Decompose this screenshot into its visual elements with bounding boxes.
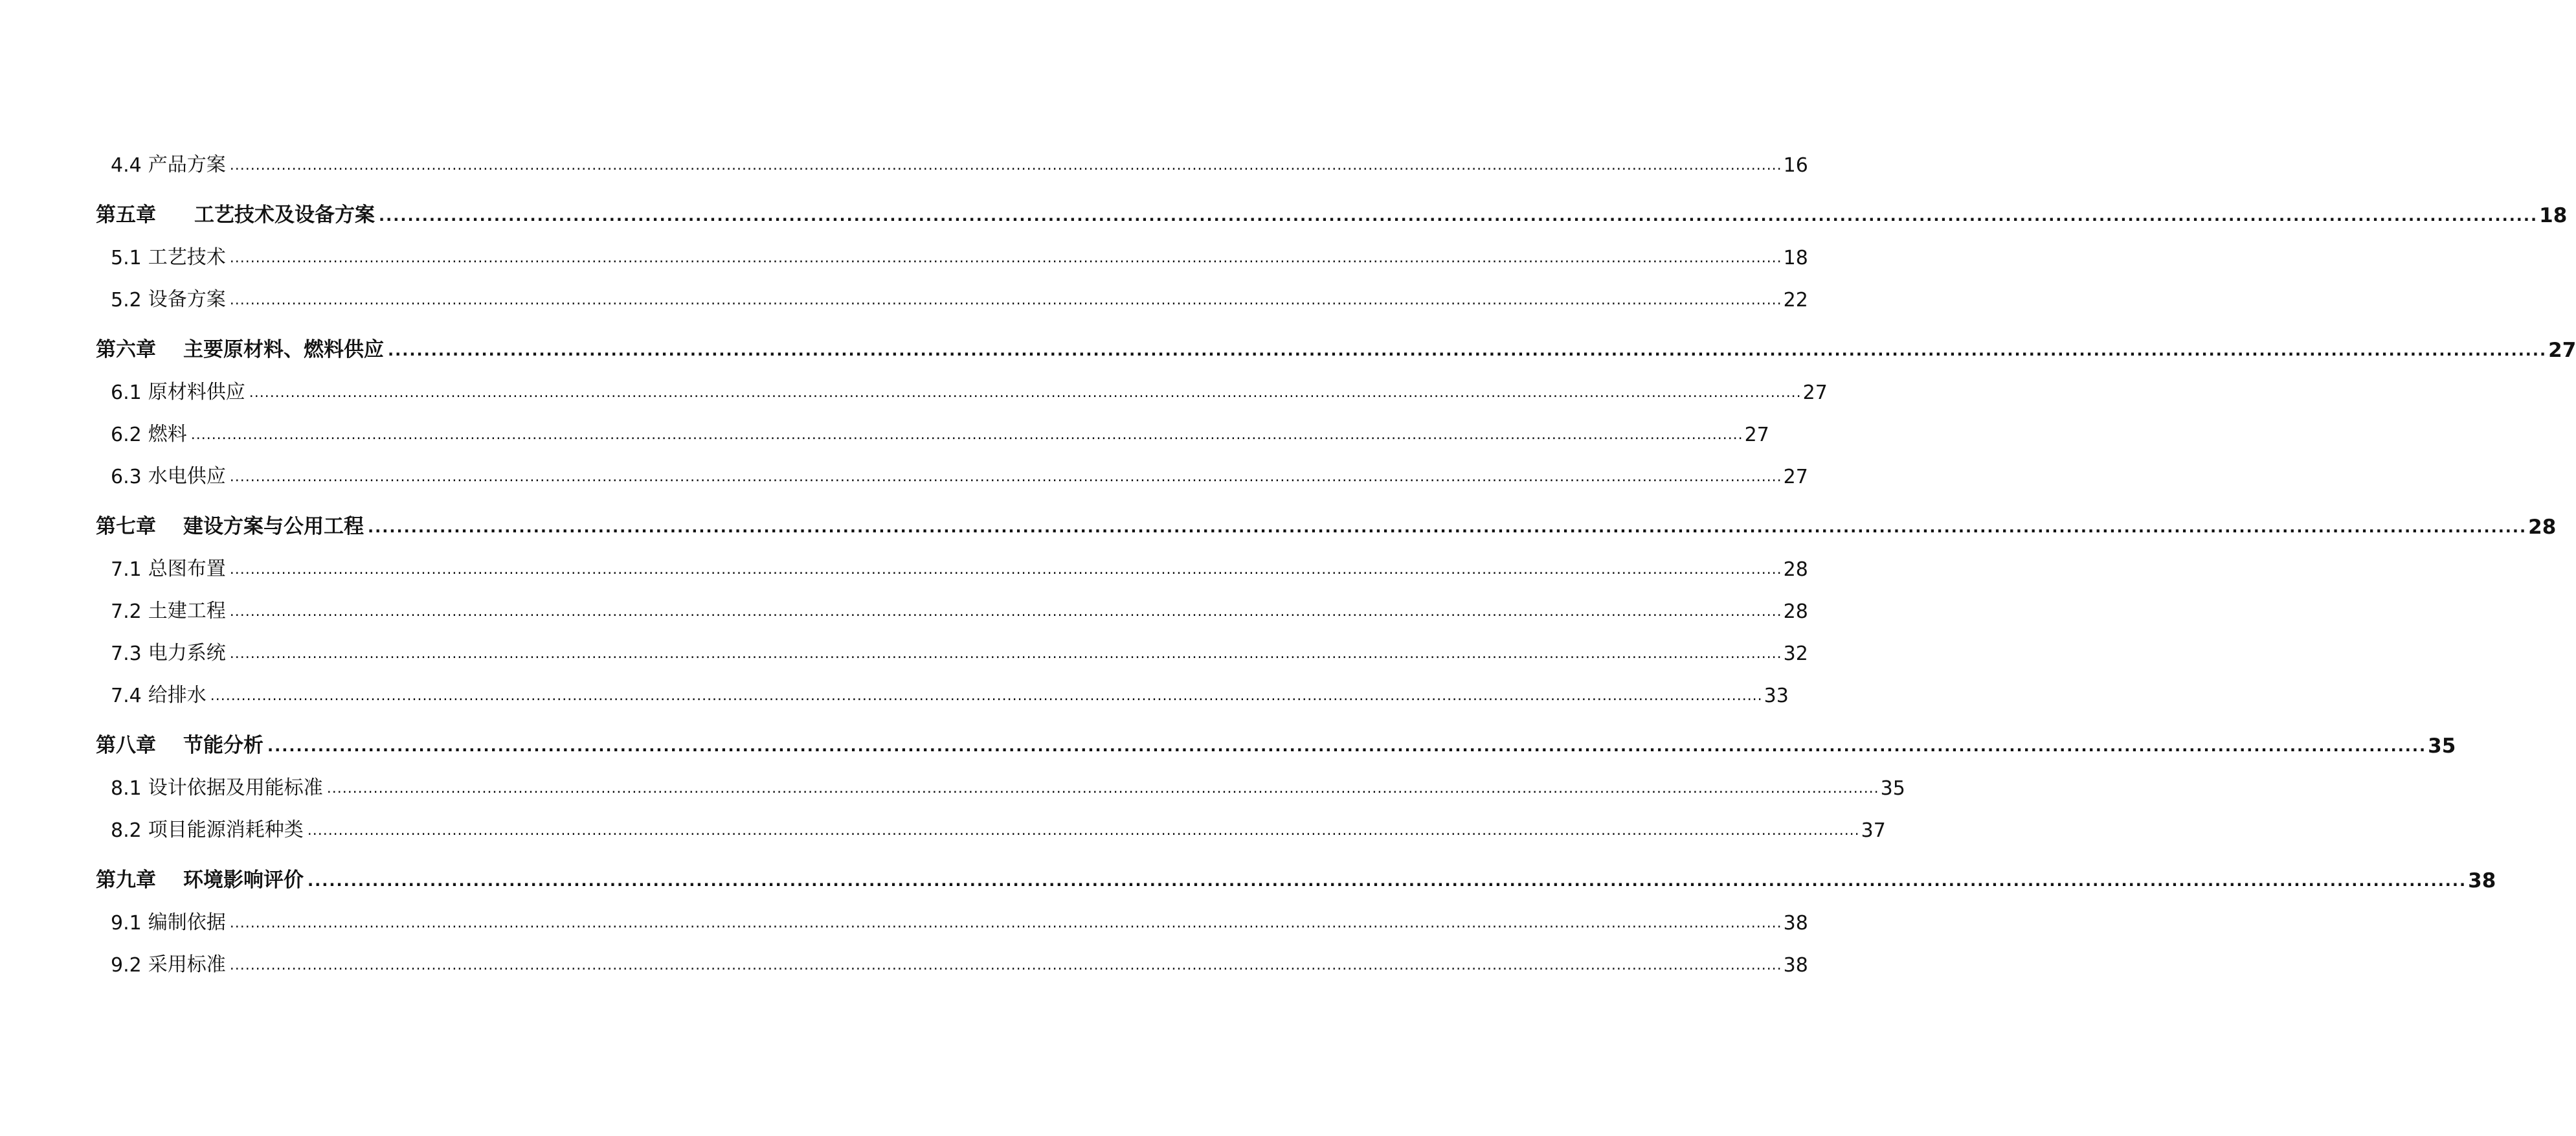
toc-chapter-number: 第五章 bbox=[96, 203, 156, 227]
toc-section-number: 6.1 bbox=[111, 381, 142, 404]
toc-entry-4-4[interactable] bbox=[96, 135, 1808, 177]
toc-dot-leader: ............................................................................................................................................................................................................................................................................................................ bbox=[190, 427, 1743, 443]
toc-chapter-number: 第九章 bbox=[96, 869, 156, 892]
toc-chapter-number: 第六章 bbox=[96, 338, 156, 361]
toc-section-title: 电力系统 bbox=[148, 642, 226, 665]
toc-section-title: 土建工程 bbox=[148, 600, 226, 622]
toc-dot-leader: ............................................................................................................................................................................................................................................................................................................ bbox=[229, 562, 1782, 578]
toc-chapter-title: 主要原材料、燃料供应 bbox=[183, 338, 384, 361]
toc-section-title: 燃料 bbox=[148, 423, 187, 446]
toc-entry-7-1[interactable] bbox=[96, 539, 1808, 581]
toc-section-number: 7.3 bbox=[111, 642, 142, 665]
toc-page-number: 32 bbox=[1783, 642, 1808, 665]
toc-page-number: 22 bbox=[1783, 289, 1808, 312]
toc-section-number: 8.1 bbox=[111, 777, 142, 800]
toc-page-number: 16 bbox=[1783, 154, 1808, 177]
toc-page-number: 27 bbox=[1744, 424, 1769, 446]
toc-section-number: 7.4 bbox=[111, 685, 142, 707]
toc-page-number: 27 bbox=[1783, 466, 1808, 488]
toc-dot-leader: ............................................................................................................................................................................................................................................................................................................ bbox=[229, 250, 1782, 266]
toc-entry-6-2[interactable] bbox=[96, 404, 1769, 446]
toc-page-number: 38 bbox=[1783, 954, 1808, 977]
toc-page-number: 27 bbox=[2548, 339, 2576, 362]
toc-dot-leader: ............................................................................................................................................................................................................................................................................................................ bbox=[326, 780, 1879, 797]
toc-dot-leader: ............................................................................................................................................................................................................................................................................................................ bbox=[229, 469, 1782, 485]
toc-dot-leader: ............................................................................................................................................................................................................................................................................................................ bbox=[229, 957, 1782, 973]
table-of-contents bbox=[96, 135, 2576, 977]
toc-entry-7-3[interactable] bbox=[96, 623, 1808, 665]
toc-dot-leader: ............................................................................................................................................................................................................................................................................................................ bbox=[308, 872, 2467, 890]
toc-dot-leader: ............................................................................................................................................................................................................................................................................................................ bbox=[229, 157, 1782, 174]
toc-page-number: 18 bbox=[2539, 204, 2568, 227]
toc-page-number: 28 bbox=[1783, 600, 1808, 623]
toc-section-number: 5.1 bbox=[111, 247, 142, 269]
toc-entry-7-4[interactable] bbox=[96, 665, 1789, 707]
toc-section-number: 7.2 bbox=[111, 600, 142, 623]
toc-section-title: 设备方案 bbox=[148, 288, 226, 311]
toc-section-title: 采用标准 bbox=[148, 953, 226, 976]
toc-section-title: 产品方案 bbox=[148, 153, 226, 176]
toc-section-title: 总图布置 bbox=[148, 558, 226, 580]
toc-entry-8-1[interactable] bbox=[96, 758, 1905, 800]
toc-section-number: 5.2 bbox=[111, 289, 142, 312]
toc-section-title: 水电供应 bbox=[148, 465, 226, 488]
toc-dot-leader: ............................................................................................................................................................................................................................................................................................................ bbox=[229, 915, 1782, 931]
toc-dot-leader: ............................................................................................................................................................................................................................................................................................................ bbox=[388, 341, 2548, 359]
toc-section-title: 项目能源消耗种类 bbox=[148, 819, 304, 841]
toc-dot-leader: ............................................................................................................................................................................................................................................................................................................ bbox=[229, 646, 1782, 662]
toc-page-number: 37 bbox=[1861, 819, 1886, 842]
toc-entry-5-1[interactable] bbox=[96, 227, 1808, 269]
toc-page-number: 28 bbox=[2528, 516, 2557, 539]
toc-page-number: 35 bbox=[1880, 777, 1905, 800]
toc-chapter-5[interactable] bbox=[96, 177, 2568, 227]
toc-page-number: 27 bbox=[1802, 381, 1828, 404]
toc-chapter-number: 第八章 bbox=[96, 734, 156, 757]
toc-section-title: 设计依据及用能标准 bbox=[148, 777, 323, 799]
toc-chapter-title: 环境影响评价 bbox=[183, 869, 304, 892]
toc-chapter-9[interactable] bbox=[96, 842, 2496, 892]
toc-section-title: 工艺技术 bbox=[148, 246, 226, 269]
toc-entry-6-1[interactable] bbox=[96, 362, 1828, 404]
toc-dot-leader: ............................................................................................................................................................................................................................................................................................................ bbox=[229, 604, 1782, 620]
toc-dot-leader: ............................................................................................................................................................................................................................................................................................................ bbox=[249, 385, 1802, 401]
toc-entry-7-2[interactable] bbox=[96, 581, 1808, 623]
toc-dot-leader: ............................................................................................................................................................................................................................................................................................................ bbox=[307, 823, 1860, 839]
toc-page-number: 33 bbox=[1764, 685, 1789, 707]
toc-chapter-7[interactable] bbox=[96, 488, 2557, 539]
toc-dot-leader: ............................................................................................................................................................................................................................................................................................................ bbox=[210, 688, 1763, 704]
toc-page-number: 35 bbox=[2428, 734, 2456, 758]
toc-entry-9-2[interactable] bbox=[96, 935, 1808, 977]
toc-section-number: 6.2 bbox=[111, 424, 142, 446]
toc-entry-6-3[interactable] bbox=[96, 446, 1808, 488]
toc-dot-leader: ............................................................................................................................................................................................................................................................................................................ bbox=[267, 737, 2427, 755]
toc-section-number: 6.3 bbox=[111, 466, 142, 488]
toc-page-number: 28 bbox=[1783, 558, 1808, 581]
toc-page-number: 38 bbox=[1783, 912, 1808, 935]
toc-section-title: 原材料供应 bbox=[148, 381, 245, 403]
toc-entry-9-1[interactable] bbox=[96, 892, 1808, 935]
toc-section-number: 4.4 bbox=[111, 154, 142, 177]
toc-section-number: 9.2 bbox=[111, 954, 142, 977]
toc-chapter-title: 节能分析 bbox=[183, 734, 263, 757]
toc-chapter-number: 第七章 bbox=[96, 515, 156, 538]
toc-page-number: 38 bbox=[2468, 869, 2496, 892]
toc-section-title: 给排水 bbox=[148, 684, 207, 707]
toc-dot-leader: ............................................................................................................................................................................................................................................................................................................ bbox=[368, 518, 2527, 536]
toc-chapter-6[interactable] bbox=[96, 312, 2576, 362]
toc-section-number: 8.2 bbox=[111, 819, 142, 842]
toc-entry-8-2[interactable] bbox=[96, 800, 1886, 842]
toc-dot-leader: ............................................................................................................................................................................................................................................................................................................ bbox=[229, 292, 1782, 308]
toc-page-number: 18 bbox=[1783, 247, 1808, 269]
toc-section-number: 7.1 bbox=[111, 558, 142, 581]
toc-chapter-title: 建设方案与公用工程 bbox=[183, 515, 364, 538]
toc-entry-5-2[interactable] bbox=[96, 269, 1808, 312]
toc-chapter-title: 工艺技术及设备方案 bbox=[194, 203, 375, 227]
toc-section-number: 9.1 bbox=[111, 912, 142, 935]
toc-chapter-8[interactable] bbox=[96, 707, 2456, 758]
toc-dot-leader: ............................................................................................................................................................................................................................................................................................................ bbox=[379, 207, 2538, 225]
toc-section-title: 编制依据 bbox=[148, 911, 226, 934]
